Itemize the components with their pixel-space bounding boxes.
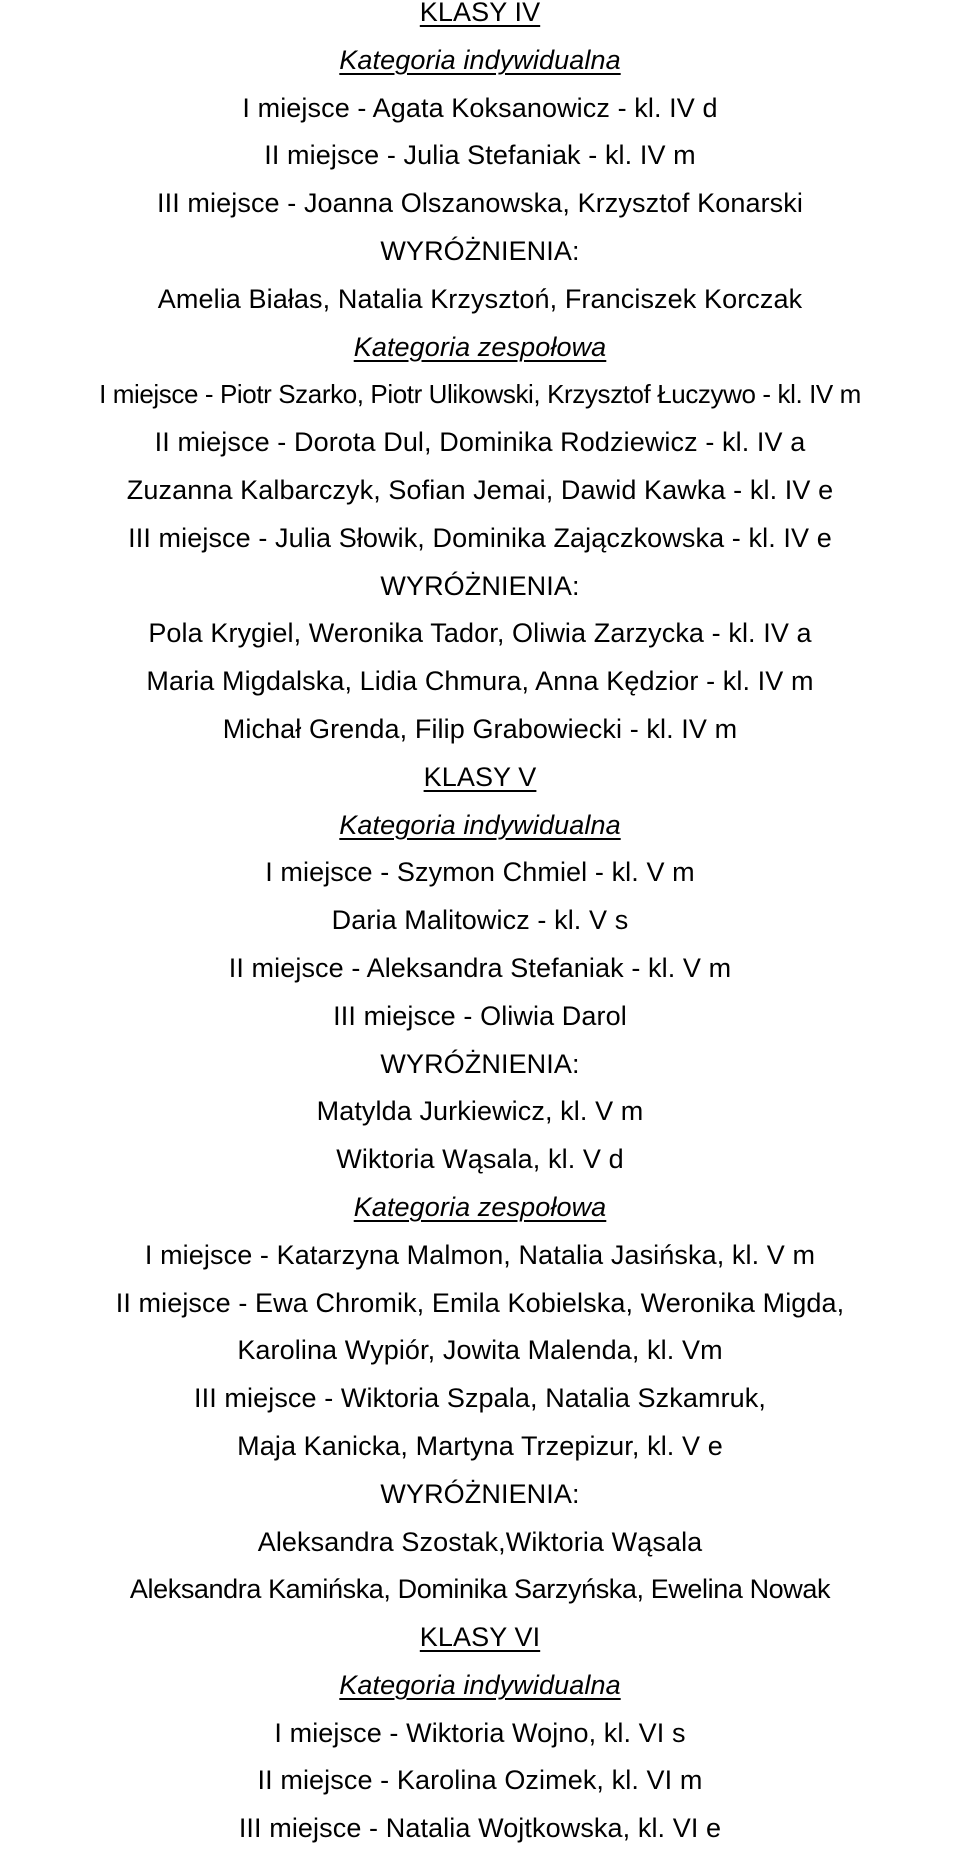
v-team-honors-1: Aleksandra Szostak,Wiktoria Wąsala	[257, 1526, 703, 1557]
iv-team-place-2b: Zuzanna Kalbarczyk, Sofian Jemai, Dawid Kawka - kl. IV e	[126, 474, 834, 505]
iv-team-honors-label: WYRÓŻNIENIA:	[380, 570, 580, 601]
v-team-place-1: I miejsce - Katarzyna Malmon, Natalia Jasińska, kl. V m	[144, 1239, 816, 1270]
iv-individual-honors-1: Amelia Białas, Natalia Krzysztoń, Franciszek Korczak	[157, 283, 803, 314]
v-individual-honors-label: WYRÓŻNIENIA:	[380, 1048, 580, 1079]
v-individual-place-2: II miejsce - Aleksandra Stefaniak - kl. V m	[228, 952, 732, 983]
iv-team-honors-2: Maria Migdalska, Lidia Chmura, Anna Kędzior - kl. IV m	[146, 666, 814, 697]
v-team-honors-2: Aleksandra Kamińska, Dominika Sarzyńska, Ewelina Nowak	[129, 1574, 831, 1605]
vi-individual-place-3: III miejsce - Natalia Wojtkowska, kl. VI e	[238, 1813, 722, 1844]
v-individual-honors-1: Matylda Jurkiewicz, kl. V m	[316, 1096, 644, 1127]
section-heading-klasy-v: KLASY V	[423, 761, 537, 792]
v-individual-honors-2: Wiktoria Wąsala, kl. V d	[336, 1144, 624, 1175]
v-individual-place-1b: Daria Malitowicz - kl. V s	[331, 905, 629, 936]
category-team-iv: Kategoria zespołowa	[353, 331, 607, 362]
iv-individual-place-3: III miejsce - Joanna Olszanowska, Krzysztof Konarski	[157, 188, 803, 219]
iv-team-place-1: I miejsce - Piotr Szarko, Piotr Ulikowski, Krzysztof Łuczywo - kl. IV m	[99, 379, 861, 410]
iv-team-honors-3: Michał Grenda, Filip Grabowiecki - kl. IV m	[222, 713, 738, 744]
section-heading-klasy-vi: KLASY VI	[419, 1622, 541, 1653]
iv-team-honors-1: Pola Krygiel, Weronika Tador, Oliwia Zarzycka - kl. IV a	[148, 618, 812, 649]
v-individual-place-1a: I miejsce - Szymon Chmiel - kl. V m	[265, 857, 695, 888]
category-individual-v: Kategoria indywidualna	[339, 809, 621, 840]
v-team-honors-label: WYRÓŻNIENIA:	[380, 1478, 580, 1509]
iv-team-place-2a: II miejsce - Dorota Dul, Dominika Rodziewicz - kl. IV a	[154, 427, 806, 458]
v-individual-place-3: III miejsce - Oliwia Darol	[333, 1000, 627, 1031]
vi-individual-place-2: II miejsce - Karolina Ozimek, kl. VI m	[257, 1765, 703, 1796]
v-team-place-2a: II miejsce - Ewa Chromik, Emila Kobielska, Weronika Migda,	[115, 1287, 845, 1318]
v-team-place-3b: Maja Kanicka, Martyna Trzepizur, kl. V e	[237, 1430, 723, 1461]
iv-individual-place-1: I miejsce - Agata Koksanowicz - kl. IV d	[242, 92, 718, 123]
iv-individual-honors-label: WYRÓŻNIENIA:	[380, 235, 580, 266]
section-heading-klasy-iv: KLASY IV	[419, 0, 541, 27]
iv-individual-place-2: II miejsce - Julia Stefaniak - kl. IV m	[264, 140, 696, 171]
category-individual-iv: Kategoria indywidualna	[339, 44, 621, 75]
v-team-place-3a: III miejsce - Wiktoria Szpala, Natalia Szkamruk,	[194, 1383, 766, 1414]
iv-team-place-3: III miejsce - Julia Słowik, Dominika Zajączkowska - kl. IV e	[128, 522, 832, 553]
category-individual-vi: Kategoria indywidualna	[339, 1669, 621, 1700]
category-team-v: Kategoria zespołowa	[353, 1191, 607, 1222]
vi-individual-place-1: I miejsce - Wiktoria Wojno, kl. VI s	[274, 1717, 686, 1748]
v-team-place-2b: Karolina Wypiór, Jowita Malenda, kl. Vm	[237, 1335, 723, 1366]
